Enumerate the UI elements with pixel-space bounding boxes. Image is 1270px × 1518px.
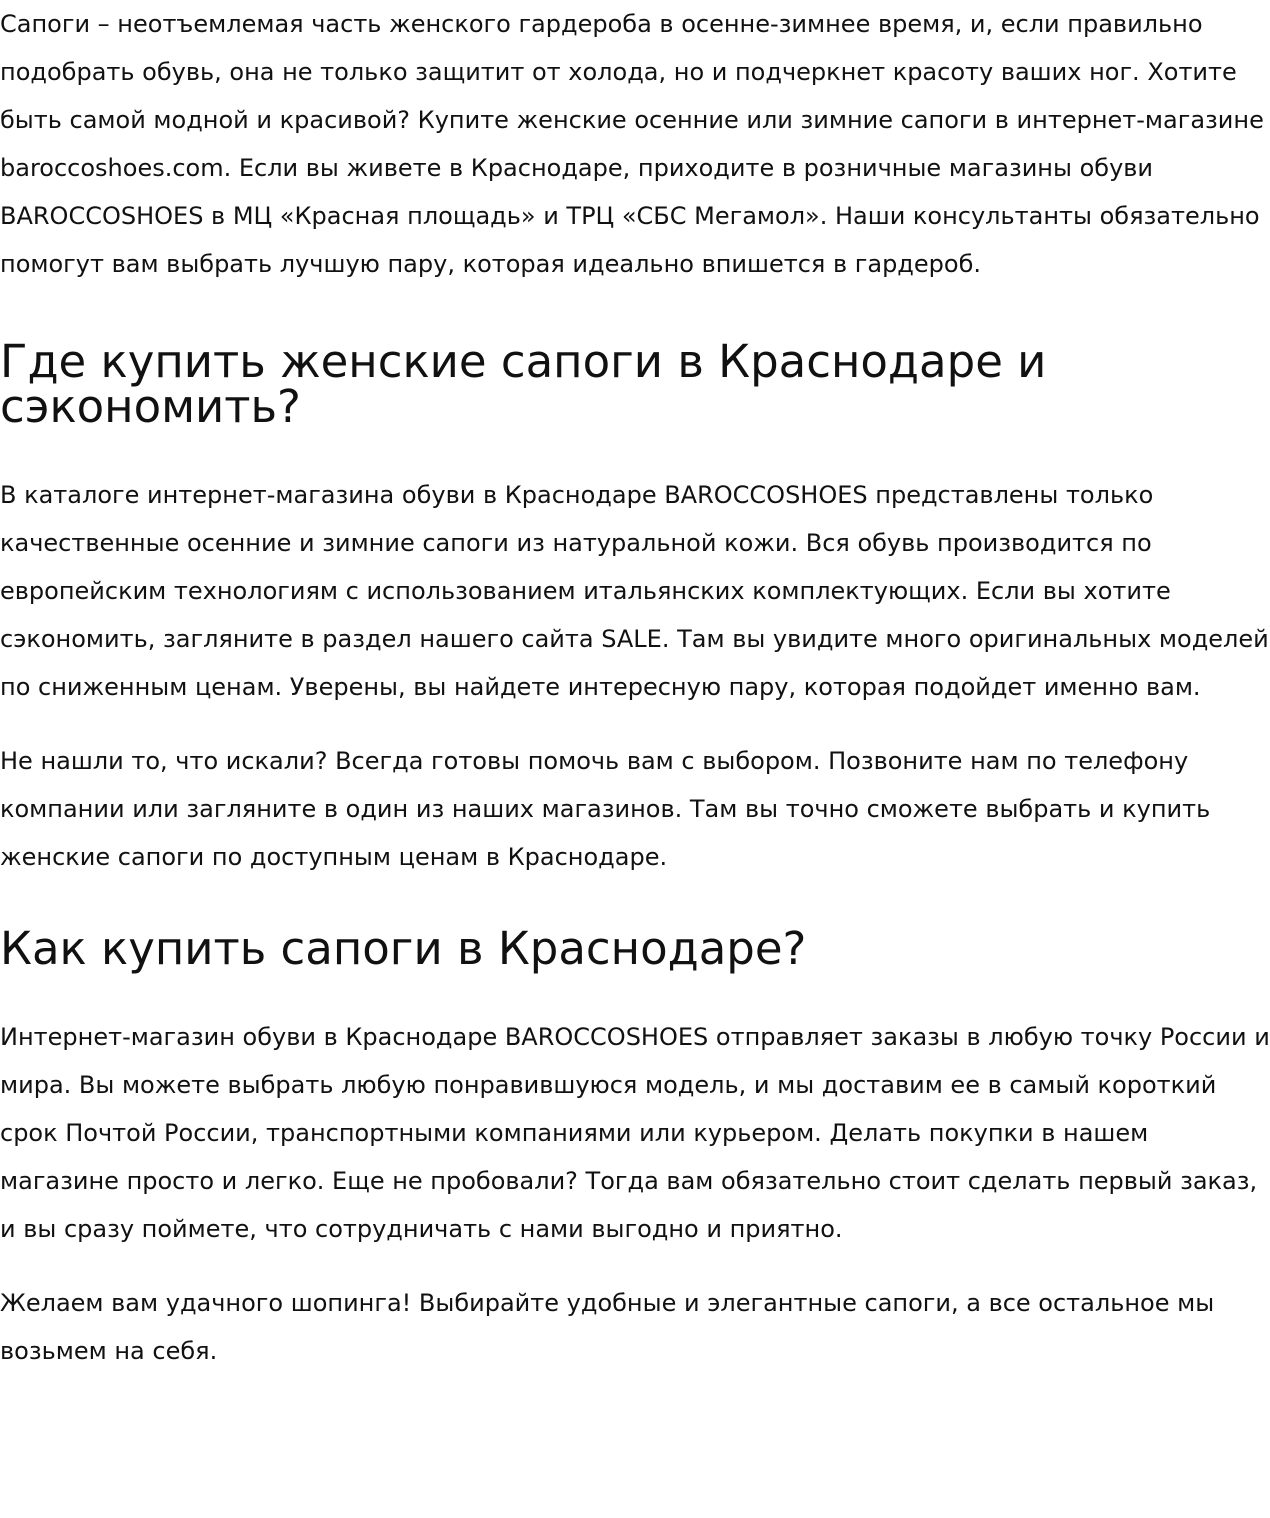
section-heading-where-to-buy: Где купить женские сапоги в Краснодаре и сэкономить? <box>0 335 1047 433</box>
section-heading-how-to-buy: Как купить сапоги в Краснодаре? <box>0 922 807 975</box>
delivery-paragraph: Интернет-магазин обуви в Краснодаре BAROCCOSHOES отправляет заказы в любую точку России и мира. Вы можете выбрать любую понравившуюся модель, и мы доставим ее в самый короткий срок Почтой России, транспортными компаниями или курьером. Делать покупки в нашем магазине просто и легко. Еще не пробовали? Тогда вам обязательно стоит сделать первый заказ, и вы сразу поймете, что сотрудничать с нами выгодно и приятно. <box>0 1023 1270 1243</box>
closing-paragraph: Желаем вам удачного шопинга! Выбирайте удобные и элегантные сапоги, а все остальное мы возьмем на себя. <box>0 1289 1215 1365</box>
intro-paragraph: Сапоги – неотъемлемая часть женского гардероба в осенне-зимнее время, и, если правильно подобрать обувь, она не только защитит от холода, но и подчеркнет красоту ваших ног. Хотите быть самой модной и красивой? Купите женские осенние или зимние сапоги в интернет-магазине baroccoshoes.com. Если вы живете в Краснодаре, приходите в розничные магазины обуви BAROCCOSHOES в МЦ «Красная площадь» и ТРЦ «СБС Мегамол». Наши консультанты обязательно помогут вам выбрать лучшую пару, которая идеально впишется в гардероб. <box>0 10 1264 278</box>
help-paragraph: Не нашли то, что искали? Всегда готовы помочь вам с выбором. Позвоните нам по телефону компании или загляните в один из наших магазинов. Там вы точно сможете выбрать и купить женские сапоги по доступным ценам в Краснодаре. <box>0 747 1211 871</box>
catalog-paragraph: В каталоге интернет-магазина обуви в Краснодаре BAROCCOSHOES представлены только качественные осенние и зимние сапоги из натуральной кожи. Вся обувь производится по европейским технологиям с использованием итальянских комплектующих. Если вы хотите сэкономить, загляните в раздел нашего сайта SALE. Там вы увидите много оригинальных моделей по сниженным ценам. Уверены, вы найдете интересную пару, которая подойдет именно вам. <box>0 481 1269 701</box>
